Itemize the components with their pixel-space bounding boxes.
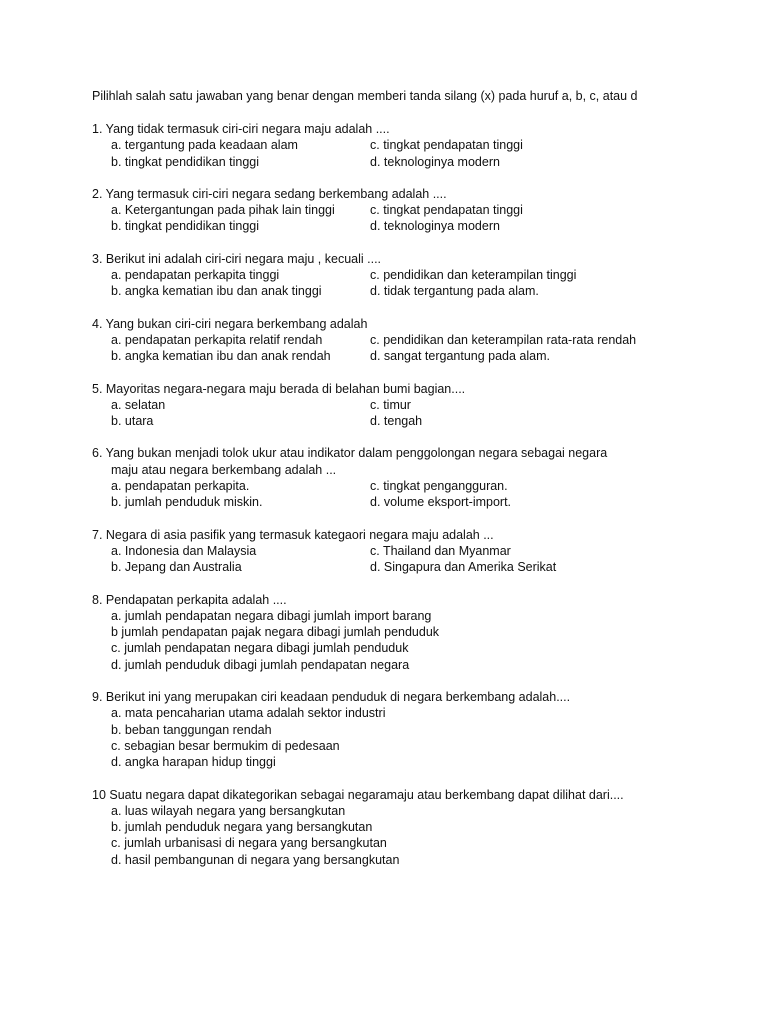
option-b: b. jumlah penduduk negara yang bersangkutan [111, 820, 373, 835]
option-c: c. jumlah urbanisasi di negara yang bersangkutan [111, 836, 387, 851]
option-b: b. jumlah penduduk miskin. [111, 495, 263, 510]
option-a: a. selatan [111, 397, 166, 412]
question-text: 5. Mayoritas negara-negara maju berada di belahan bumi bagian.... [92, 381, 466, 396]
option-a: a. pendapatan perkapita tinggi [111, 268, 280, 283]
option-c: c. Thailand dan Myanmar [370, 543, 511, 558]
option-d: d. Singapura dan Amerika Serikat [370, 560, 557, 575]
question-9 [92, 689, 712, 770]
option-b: b. Jepang dan Australia [111, 560, 242, 575]
option-a: a. Indonesia dan Malaysia [111, 543, 257, 558]
options [92, 202, 712, 235]
question-text: 1. Yang tidak termasuk ciri-ciri negara maju adalah .... [92, 122, 390, 136]
option-b: b. tingkat pendidikan tinggi [111, 219, 260, 234]
question-text: 8. Pendapatan perkapita adalah .... [92, 592, 287, 607]
options [92, 543, 712, 576]
option-c: c. tingkat pendapatan tinggi [370, 138, 523, 153]
question-2 [92, 186, 712, 235]
options [92, 608, 712, 673]
option-d: d. volume eksport-import. [370, 495, 512, 510]
option-d: d. jumlah penduduk dibagi jumlah pendapatan negara [111, 657, 410, 672]
question-list [92, 121, 712, 884]
option-d: d. hasil pembangunan di negara yang bersangkutan [111, 852, 400, 867]
option-d: d. tengah [370, 414, 423, 429]
question-1 [92, 121, 712, 170]
options [92, 478, 712, 511]
options [92, 803, 712, 868]
option-c: c. jumlah pendapatan negara dibagi jumlah penduduk [111, 641, 409, 656]
option-b: b. utara [111, 414, 154, 429]
option-c: c. tingkat pendapatan tinggi [370, 203, 523, 218]
option-a: a. pendapatan perkapita. [111, 479, 250, 494]
question-text: 3. Berikut ini adalah ciri-ciri negara maju , kecuali .... [92, 251, 382, 266]
option-d: d. tidak tergantung pada alam. [370, 284, 539, 299]
option-a: a. jumlah pendapatan negara dibagi jumlah import barang [111, 608, 432, 623]
options [92, 267, 712, 300]
option-d: d. teknologinya modern [370, 154, 500, 169]
option-a: a. mata pencaharian utama adalah sektor industri [111, 706, 386, 721]
options [92, 332, 712, 365]
option-b: b. beban tanggungan rendah [111, 722, 272, 737]
option-c: c. tingkat pengangguran. [370, 479, 508, 494]
option-b: b. angka kematian ibu dan anak tinggi [111, 284, 322, 299]
option-c: c. timur [370, 397, 411, 412]
option-d: d. sangat tergantung pada alam. [370, 349, 550, 364]
options [92, 705, 712, 770]
instruction-text: Pilihlah salah satu jawaban yang benar dengan memberi tanda silang (x) pada huruf a, b, c, atau d [92, 89, 638, 103]
option-b: b. angka kematian ibu dan anak rendah [111, 349, 331, 364]
option-a: a. luas wilayah negara yang bersangkutan [111, 803, 346, 818]
option-b: b jumlah pendapatan pajak negara dibagi jumlah penduduk [111, 625, 440, 640]
question-8 [92, 592, 712, 673]
options [92, 137, 712, 170]
question-10 [92, 787, 712, 868]
question-text: 2. Yang termasuk ciri-ciri negara sedang berkembang adalah .... [92, 186, 447, 201]
option-c: c. pendidikan dan keterampilan rata-rata rendah [370, 332, 637, 347]
option-c: c. pendidikan dan keterampilan tinggi [370, 268, 577, 283]
option-d: d. angka harapan hidup tinggi [111, 755, 276, 770]
option-a: a. pendapatan perkapita relatif rendah [111, 332, 323, 347]
option-a: a. Ketergantungan pada pihak lain tinggi [111, 203, 335, 218]
option-b: b. tingkat pendidikan tinggi [111, 154, 260, 169]
question-text: 6. Yang bukan menjadi tolok ukur atau indikator dalam penggolongan negara sebagai negara [92, 446, 608, 461]
question-text: 7. Negara di asia pasifik yang termasuk kategaori negara maju adalah ... [92, 527, 494, 542]
option-c: c. sebagian besar bermukim di pedesaan [111, 738, 340, 753]
question-7 [92, 527, 712, 576]
question-text: 4. Yang bukan ciri-ciri negara berkembang adalah [92, 316, 368, 331]
question-4 [92, 316, 712, 365]
options [92, 397, 712, 430]
question-6 [92, 445, 712, 510]
question-text: 10 Suatu negara dapat dikategorikan sebagai negaramaju atau berkembang dapat dilihat dari.... [92, 787, 624, 802]
option-a: a. tergantung pada keadaan alam [111, 138, 298, 153]
question-text: 9. Berikut ini yang merupakan ciri keadaan penduduk di negara berkembang adalah.... [92, 690, 571, 705]
question-5 [92, 381, 712, 430]
question-text-continuation: maju atau negara berkembang adalah ... [111, 462, 337, 477]
question-3 [92, 251, 712, 300]
option-d: d. teknologinya modern [370, 219, 500, 234]
